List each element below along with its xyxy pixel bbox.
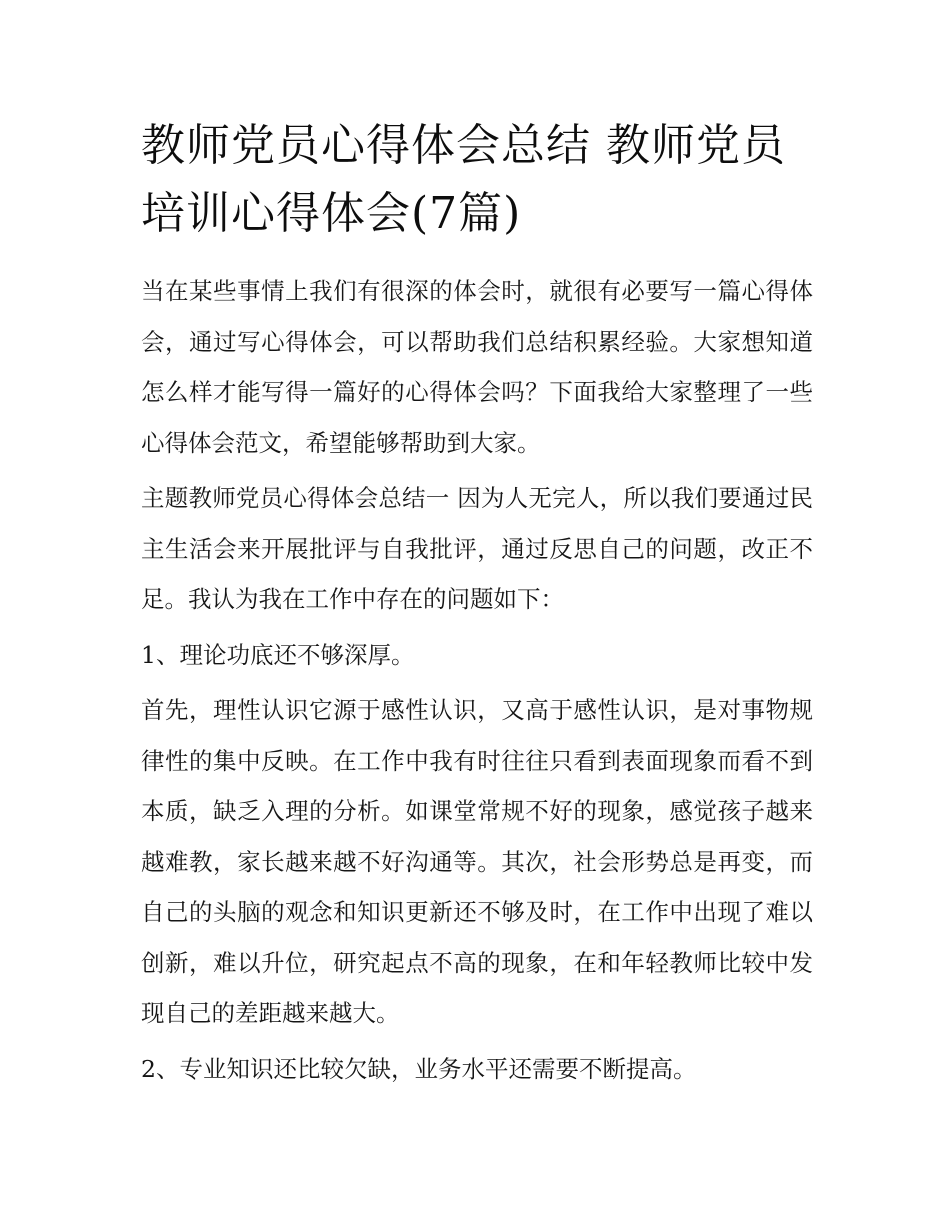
paragraph-intro: 当在某些事情上我们有很深的体会时，就很有必要写一篇心得体会，通过写心得体会，可以帮助我们总结积累经验。大家想知道怎么样才能写得一篇好的心得体会吗？下面我给大家整理了一些心得体会范文，希望能够帮助到大家。 bbox=[141, 277, 813, 457]
document-title: 教师党员心得体会总结 教师党员培训心得体会(7篇) bbox=[141, 120, 786, 239]
paragraph-point-one-detail: 首先，理性认识它源于感性认识，又高于感性认识，是对事物规律性的集中反映。在工作中我有时往往只看到表面现象而看不到本质，缺乏入理的分析。如课堂常规不好的现象，感觉孩子越来越难教，家长越来越不好沟通等。其次，社会形势总是再变，而自己的头脑的观念和知识更新还不够及时，在工作中出现了难以创新，难以升位，研究起点不高的现象，在和年轻教师比较中发现自己的差距越来越大。 bbox=[141, 696, 813, 1027]
paragraph-point-two: 2、专业知识还比较欠缺，业务水平还需要不断提高。 bbox=[141, 1054, 697, 1083]
paragraph-summary-one: 主题教师党员心得体会总结一 因为人无完人，所以我们要通过民主生活会来开展批评与自我批评，通过反思自己的问题，改正不足。我认为我在工作中存在的问题如下： bbox=[141, 484, 813, 613]
paragraph-point-one: 1、理论功底还不够深厚。 bbox=[141, 640, 415, 669]
document-page bbox=[141, 112, 813, 1099]
